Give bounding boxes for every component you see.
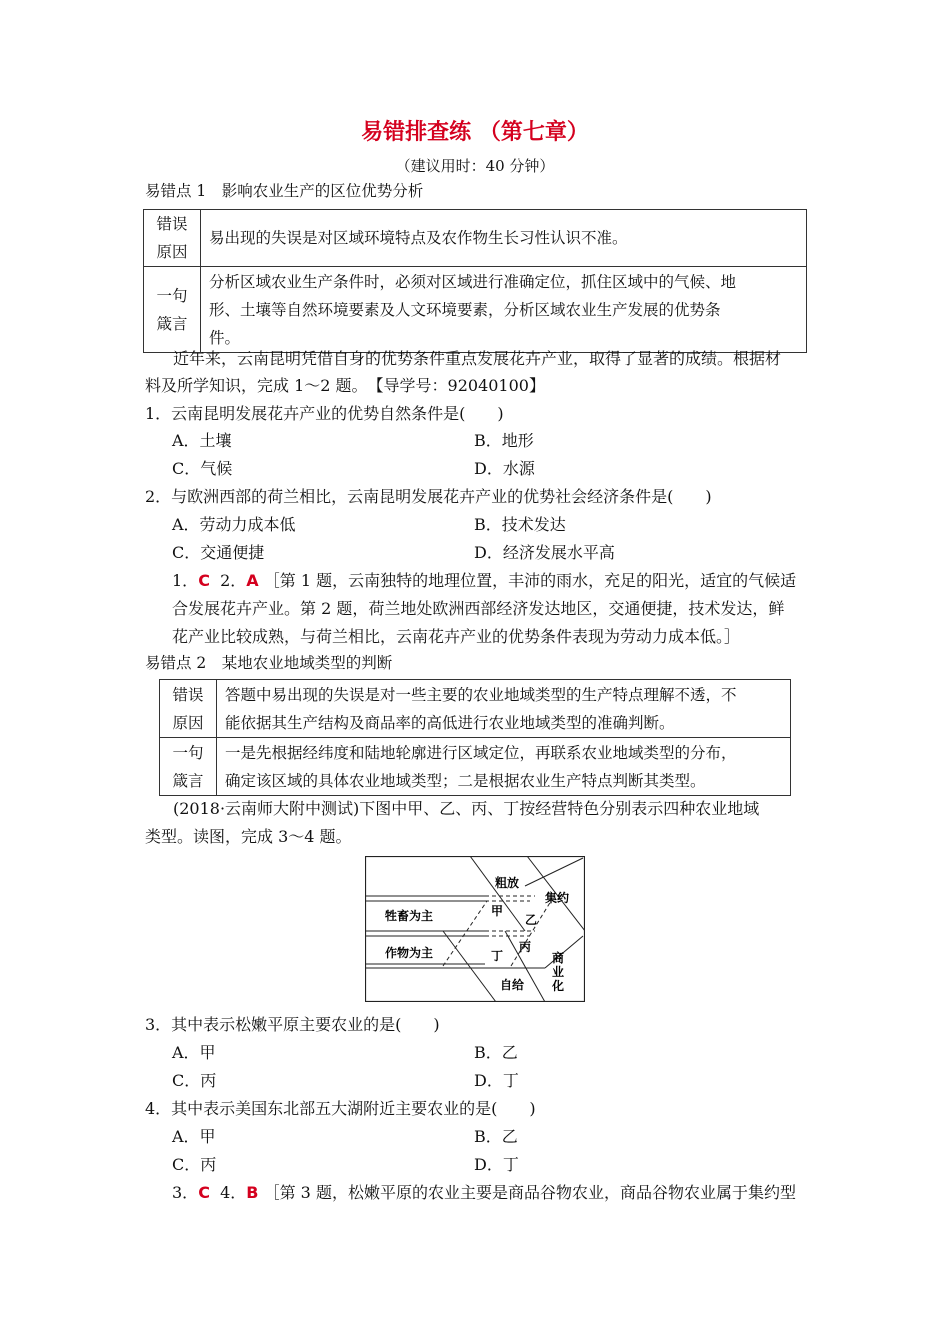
label-zigei: 自给 xyxy=(500,978,525,992)
intro1-line2: 料及所学知识，完成 1～2 题。 【导学号：92040100】 xyxy=(145,376,545,395)
section1-heading: 易错点 1 影响农业生产的区位优势分析 xyxy=(145,182,424,200)
error-cause-label: 错误 原因 xyxy=(144,210,201,267)
answer-3: C xyxy=(198,1183,210,1202)
label-hua: 化 xyxy=(552,979,565,993)
q2-option-d: D．经济发展水平高 xyxy=(474,543,615,562)
q3-option-d: D．丁 xyxy=(474,1071,519,1090)
q4-option-b: B．乙 xyxy=(474,1127,518,1146)
answer-1-2-line1: 1．C 2．A ［第 1 题，云南独特的地理位置，丰沛的雨水，充足的阳光，适宜的气候适 xyxy=(172,571,797,590)
answer-2: A xyxy=(246,571,259,590)
q4-stem: 4．其中表示美国东北部五大湖附近主要农业的是( ) xyxy=(145,1099,536,1118)
motto-text: 分析区域农业生产条件时，必须对区域进行准确定位，抓住区域中的气候、地 形、土壤等自然环境要素及人文环境要素，分析区域农业生产发展的优势条 件。 xyxy=(201,267,807,353)
q3-option-a: A．甲 xyxy=(172,1043,216,1062)
q1-option-c: C．气候 xyxy=(172,459,233,478)
label-ding: 丁 xyxy=(491,949,504,963)
q4-option-c: C．丙 xyxy=(172,1155,217,1174)
label-shang: 商 xyxy=(552,951,565,965)
label-jiyue: 集约 xyxy=(545,891,570,905)
answer-4: B xyxy=(246,1183,259,1202)
section2-heading: 易错点 2 某地农业地域类型的判断 xyxy=(145,654,393,672)
q2-option-b: B．技术发达 xyxy=(474,515,566,534)
q4-option-a: A．甲 xyxy=(172,1127,216,1146)
section2-table xyxy=(159,679,791,796)
q1-option-b: B．地形 xyxy=(474,431,534,450)
answer-1-2-line3: 花产业比较成熟，与荷兰相比，云南花卉产业的优势条件表现为劳动力成本低。］ xyxy=(172,627,741,646)
label-crops: 作物为主 xyxy=(385,946,434,960)
q3-option-c: C．丙 xyxy=(172,1071,217,1090)
intro1-line1: 近年来，云南昆明凭借自身的优势条件重点发展花卉产业，取得了显著的成绩。根据材 xyxy=(173,349,782,368)
q1-option-d: D．水源 xyxy=(474,459,535,478)
motto-text: 一是先根据经纬度和陆地轮廓进行区域定位，再联系农业地域类型的分布， 确定该区域的具体农业地域类型；二是根据农业生产特点判断其类型。 xyxy=(217,738,791,796)
q1-option-a: A．土壤 xyxy=(172,431,232,450)
q2-option-c: C．交通便捷 xyxy=(172,543,265,562)
label-jia: 甲 xyxy=(491,904,504,918)
q3-option-b: B．乙 xyxy=(474,1043,518,1062)
label-livestock: 牲畜为主 xyxy=(385,909,434,923)
intro2-line2: 类型。读图，完成 3～4 题。 xyxy=(145,827,352,846)
q1-stem: 1．云南昆明发展花卉产业的优势自然条件是( ) xyxy=(145,404,504,423)
error-cause-text: 易出现的失误是对区域环境特点及农作物生长习性认识不准。 xyxy=(201,210,807,267)
label-cufang: 粗放 xyxy=(495,876,520,890)
motto-label: 一句 箴言 xyxy=(160,738,217,796)
label-ye: 业 xyxy=(552,965,565,979)
page-subtitle: （建议用时：40 分钟） xyxy=(395,157,555,175)
error-cause-text: 答题中易出现的失误是对一些主要的农业地域类型的生产特点理解不透，不 能依据其生产结构及商品率的高低进行农业地域类型的准确判断。 xyxy=(217,680,791,738)
q2-option-a: A．劳动力成本低 xyxy=(172,515,296,534)
section1-table xyxy=(143,209,807,353)
answer-3-4-line1: 3．C 4．B ［第 3 题，松嫩平原的农业主要是商品谷物农业，商品谷物农业属于集约型 xyxy=(172,1183,796,1202)
q3-stem: 3．其中表示松嫩平原主要农业的是( ) xyxy=(145,1015,440,1034)
motto-label: 一句 箴言 xyxy=(144,267,201,353)
answer-1-2-line2: 合发展花卉产业。第 2 题，荷兰地处欧洲西部经济发达地区，交通便捷，技术发达，鲜 xyxy=(172,599,785,618)
error-cause-label: 错误 原因 xyxy=(160,680,217,738)
intro2-line1: (2018·云南师大附中测试)下图中甲、乙、丙、丁按经营特色分别表示四种农业地域 xyxy=(173,799,760,818)
answer-1: C xyxy=(198,571,210,590)
label-bing: 丙 xyxy=(519,940,532,954)
label-yi: 乙 xyxy=(525,913,538,927)
q4-option-d: D．丁 xyxy=(474,1155,519,1174)
page-title: 易错排查练 （第七章） xyxy=(361,120,589,145)
q2-stem: 2．与欧洲西部的荷兰相比，云南昆明发展花卉产业的优势社会经济条件是( ) xyxy=(145,487,712,506)
agriculture-types-diagram xyxy=(365,856,585,1002)
